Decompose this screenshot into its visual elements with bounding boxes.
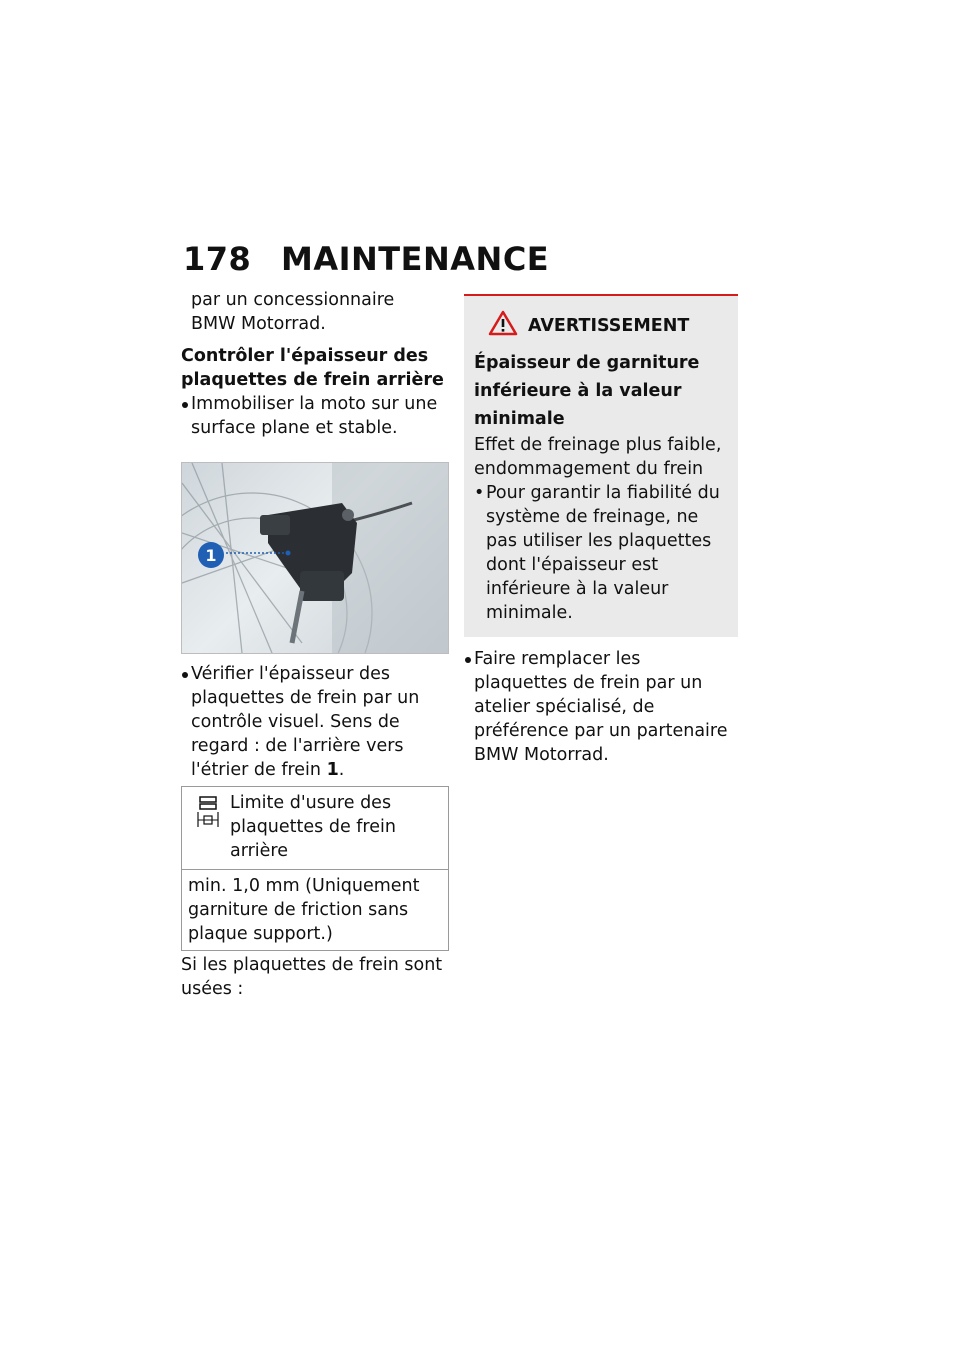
warning-triangle-icon — [488, 310, 518, 341]
step-visual-check — [181, 662, 453, 782]
spec-table — [181, 786, 449, 951]
warning-action: • Pour garantir la fiabilité du système de freinage, ne pas utiliser les plaquettes dont l'épaisseur est inférieure à la valeur minimale. — [474, 481, 728, 625]
warning-title: AVERTISSEMENT — [528, 315, 690, 336]
spec-label: Limite d'usure des plaquettes de frein arrière — [230, 793, 396, 861]
brake-caliper-photo — [181, 462, 449, 654]
brake-caliper-illustration — [182, 463, 448, 653]
warning-title-row — [488, 310, 728, 341]
callout-number: 1 — [205, 546, 217, 565]
brake-pad-wear-icon — [196, 795, 220, 836]
step-visual-check-ref: 1 — [326, 760, 339, 780]
spec-label-row — [182, 787, 448, 870]
step-visual-check-end: . — [338, 760, 345, 780]
warning-effect: Effet de freinage plus faible, endommagement du frein — [474, 435, 722, 479]
intro-line-1: par un concessionnaire — [191, 290, 395, 310]
section-title: Contrôler l'épaisseur des plaquettes de frein arrière — [181, 346, 444, 390]
step-visual-check-text: Vérifier l'épaisseur des plaquettes de frein par un contrôle visuel. Sens de regard : de l'arrière vers l'étrier de frein — [191, 664, 420, 780]
step-immobilize: Immobiliser la moto sur une surface plane et stable. — [181, 392, 453, 440]
page-header — [183, 240, 549, 278]
page-number: 178 — [183, 240, 252, 278]
outro-text: Si les plaquettes de frein sont usées : — [181, 955, 443, 999]
right-column — [464, 294, 738, 767]
warning-box — [464, 294, 738, 637]
chapter-title: MAINTENANCE — [281, 240, 550, 278]
spec-value: min. 1,0 mm (Uniquement garniture de friction sans plaque support.) — [188, 876, 420, 944]
warning-heading: Épaisseur de garniture inférieure à la valeur minimale — [474, 353, 700, 429]
step-replace-pads: Faire remplacer les plaquettes de frein par un atelier spécialisé, de préférence par un partenaire BMW Motorrad. — [464, 647, 738, 767]
intro-line-2: BMW Motorrad. — [191, 314, 326, 334]
left-column — [181, 288, 453, 1001]
